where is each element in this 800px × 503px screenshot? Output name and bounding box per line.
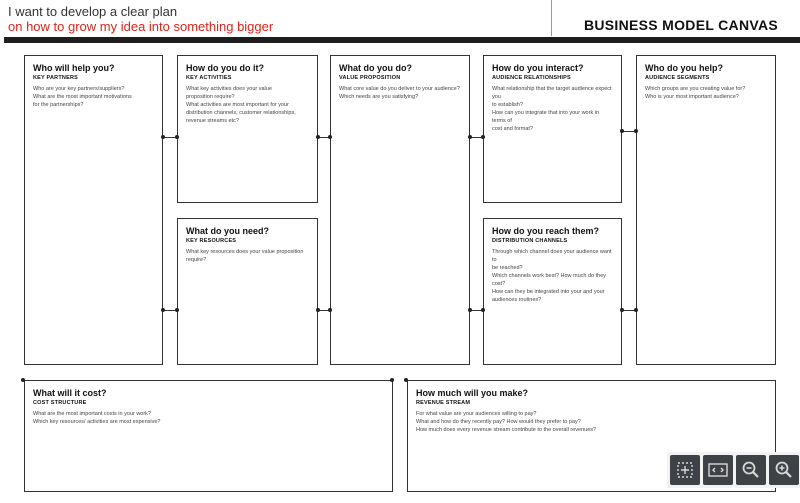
connector-dot xyxy=(21,378,25,382)
value-proposition-card[interactable] xyxy=(330,55,470,365)
fullscreen-icon xyxy=(707,460,729,480)
header-line-2: on how to grow my idea into something bigger xyxy=(8,19,274,34)
zoom-in-icon xyxy=(774,460,794,480)
card-label: REVENUE STREAM xyxy=(416,400,471,406)
cost-structure-card[interactable] xyxy=(24,380,393,492)
connector-dot xyxy=(161,135,165,139)
connector-dot xyxy=(468,308,472,312)
connector-dot xyxy=(175,308,179,312)
zoom-toolbar xyxy=(667,452,800,488)
card-description: What key resources does your value proposition require? xyxy=(186,249,304,263)
audience-segments-card[interactable] xyxy=(636,55,776,365)
card-label: KEY RESOURCES xyxy=(186,238,237,244)
connector-dot xyxy=(328,308,332,312)
card-label: DISTRIBUTION CHANNELS xyxy=(492,238,568,244)
audience-relationships-card[interactable] xyxy=(483,55,622,203)
connector-dot xyxy=(620,308,624,312)
fit-to-screen-button[interactable] xyxy=(670,455,700,485)
connector-dot xyxy=(161,308,165,312)
card-label: KEY ACTIVITIES xyxy=(186,75,232,81)
card-question: What do you need? xyxy=(186,226,269,236)
canvas-title: BUSINESS MODEL CANVAS xyxy=(583,17,778,33)
card-label: COST STRUCTURE xyxy=(33,400,87,406)
card-question: How do you interact? xyxy=(492,63,584,73)
distribution-channels-card[interactable] xyxy=(483,218,622,365)
connector-dot xyxy=(468,135,472,139)
card-label: VALUE PROPOSITION xyxy=(339,75,401,81)
card-question: Who will help you? xyxy=(33,63,115,73)
connector-dot xyxy=(634,308,638,312)
connector-dot xyxy=(328,135,332,139)
connector-dot xyxy=(390,378,394,382)
card-question: What do you do? xyxy=(339,63,412,73)
card-description: What relationship that the target audience expect you to establish? How can you integrate that into your work in terms of cost and format? xyxy=(492,86,612,132)
fullscreen-button[interactable] xyxy=(703,455,733,485)
card-question: Who do you help? xyxy=(645,63,723,73)
connector-dot xyxy=(404,378,408,382)
card-label: KEY PARTNERS xyxy=(33,75,78,81)
card-description: Who are your key partners/suppliers? What are the most important motivations for the partnerships? xyxy=(33,86,132,108)
card-label: AUDIENCE SEGMENTS xyxy=(645,75,710,81)
connector-dot xyxy=(316,308,320,312)
connector-dot xyxy=(620,129,624,133)
card-description: For what value are your audiences willing to pay? What and how do they recently pay? How would they prefer to pay? How much does every revenue stream contribute to the overall revenues? xyxy=(416,411,597,433)
card-question: How do you do it? xyxy=(186,63,264,73)
card-description: What core value do you deliver to your audience? Which needs are you satisfying? xyxy=(339,86,460,100)
zoom-out-icon xyxy=(741,460,761,480)
connector-dot xyxy=(316,135,320,139)
connector-dot xyxy=(634,129,638,133)
card-description: Through which channel does your audience want to be reached? Which channels work best? How much do they cost? How can they be integrated into your and your audiences routines? xyxy=(492,249,612,303)
zoom-in-button[interactable] xyxy=(769,455,799,485)
key-resources-card[interactable] xyxy=(177,218,318,365)
key-activities-card[interactable] xyxy=(177,55,318,203)
card-description: What key activities does your value proposition require? What activities are most important for your distribution channels, customer relationships, revenue streams etc? xyxy=(186,86,296,124)
zoom-out-button[interactable] xyxy=(736,455,766,485)
card-question: What will it cost? xyxy=(33,388,107,398)
fit-to-screen-icon xyxy=(675,460,695,480)
card-question: How do you reach them? xyxy=(492,226,600,236)
connector-dot xyxy=(481,308,485,312)
header-line-1: I want to develop a clear plan xyxy=(8,4,178,19)
connector-dot xyxy=(481,135,485,139)
card-description: What are the most important costs in your work? Which key resources/ activities are most expensive? xyxy=(33,411,161,425)
card-label: AUDIENCE RELATIONSHIPS xyxy=(492,75,571,81)
card-description: Which groups are you creating value for? Who is your most important audience? xyxy=(645,86,746,100)
key-partners-card[interactable] xyxy=(24,55,163,365)
header-separator xyxy=(551,0,552,36)
card-question: How much will you make? xyxy=(416,388,529,398)
connector-dot xyxy=(175,135,179,139)
header-bar xyxy=(4,37,800,43)
